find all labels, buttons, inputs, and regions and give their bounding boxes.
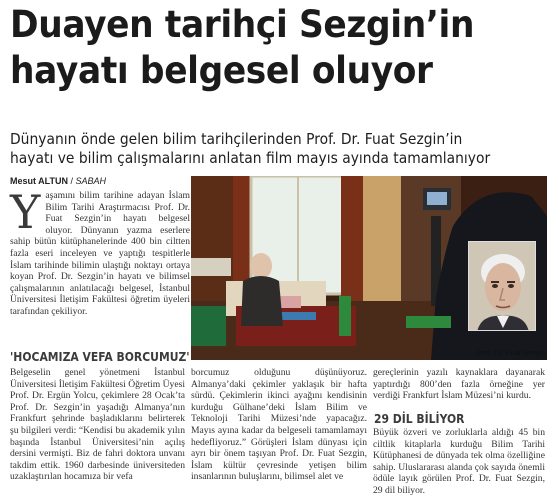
drop-cap: Y (10, 185, 41, 239)
body-column-2 (191, 367, 367, 497)
subheadline-line-1: Dünyanın önde gelen bilim tarihçilerinden Prof. Dr. Fuat Sezgin’in (10, 130, 463, 148)
body-column-1 (10, 367, 185, 497)
intro-paragraph: aşamını bilim tarihine adayan İslam Bilim Tarihi Araştırmacısı Prof. Dr. Fuat Sezgin’in hayatı belgesel oluyor. Dünyanın yazma eserlere sahip bütün kütüphanelerinde 400 bin ciltten fazla eseri inceleyen ve yaptığı tespitlerle İslam tarihinde bilimin ulaştığı noktayı ortaya koyan Prof. Dr. Sezgin’in hayatı ve bilimsel çalışmalarının anlatılacağı belgesel, İstanbul Üniversitesi İletişim Fakültesi öğretim üyeleri tarafından çekiliyor. (10, 190, 190, 317)
portrait-illustration (469, 242, 536, 331)
headline-line-2: hayatı belgesel oluyor (10, 49, 433, 92)
column2-paragraph: borcumuz olduğunu düşünüyoruz. Almanya’daki çekimler yaklaşık bir hafta sürdü. Çekimlerin ikinci ayağını kendisinin kurduğu Gülhane’deki İslam Bilim ve Teknoloji Tarihi Müzesi’nde yapacağız. Mayıs ayına kadar da belgeseli tamamlamayı hedefliyoruz.” Görüşleri İslam dünyası için ayrı bir önem taşıyan Prof. Dr. Fuat Sezgin, İslam kültür çevresinde yetişen bilim insanlarının buluşlarını, bilimsel alet ve (191, 367, 367, 483)
body-column-3-top (373, 367, 545, 411)
column3-paragraph: gereçlerinin yazılı kaynaklara dayanarak yaptırdığı 800’den fazla örneğine yer verdiği Frankfurt İslam Müzesi’ni kurdu. (373, 367, 545, 402)
body-column-3-bottom (373, 427, 545, 497)
section1-paragraph: Belgeselin genel yönetmeni İstanbul Üniversitesi İletişim Fakültesi Öğretim Üyesi Prof. Dr. Ergün Yolcu, çekimlere 28 Ocak’ta Prof. Dr. Sezgin’in yaşadığı Almanya’nın Frankfurt şehrinde başladıklarını belirterek şu bilgileri verdi: “Kendisi bu akademik yılın başında İstanbul Üniversitesi’nin açılış dersini vermişti. Biz de fahri doktora unvanı takdim ettik. 1960 darbesinde üniversiteden uzaklaştırılan hocamıza bir vefa (10, 367, 185, 483)
author-name: Mesut ALTUN (10, 176, 68, 186)
subheadline (10, 130, 511, 168)
subheadline-line-2: hayatı ve bilim çalışmalarını anlatan film mayıs ayında tamamlanıyor (10, 149, 491, 167)
photo-caption: Prof. Dr. Fuat Sezgin (476, 348, 546, 357)
section2-paragraph: Büyük özveri ve zorluklarla aldığı 45 bin ciltlik kitaplarla kurduğu Bilim Tarihi Kütüphanesi de dünyada tek olma özelliğine sahip. Uluslararası alanda çok sayıda önemli ödüle layık görülen Prof. Dr. Fuat Sezgin, 29 dil biliyor. (373, 427, 545, 496)
section-heading-29-dil: 29 DİL BİLİYOR (374, 412, 465, 426)
intro-column (10, 185, 190, 351)
byline-separator: / (68, 176, 76, 186)
portrait-inset (468, 241, 536, 331)
section-heading-vefa: 'HOCAMIZA VEFA BORCUMUZ' (10, 350, 190, 364)
headline-line-1: Duayen tarihçi Sezgin’in (10, 3, 475, 46)
source-name: SABAH (75, 176, 107, 186)
headline (10, 2, 512, 94)
